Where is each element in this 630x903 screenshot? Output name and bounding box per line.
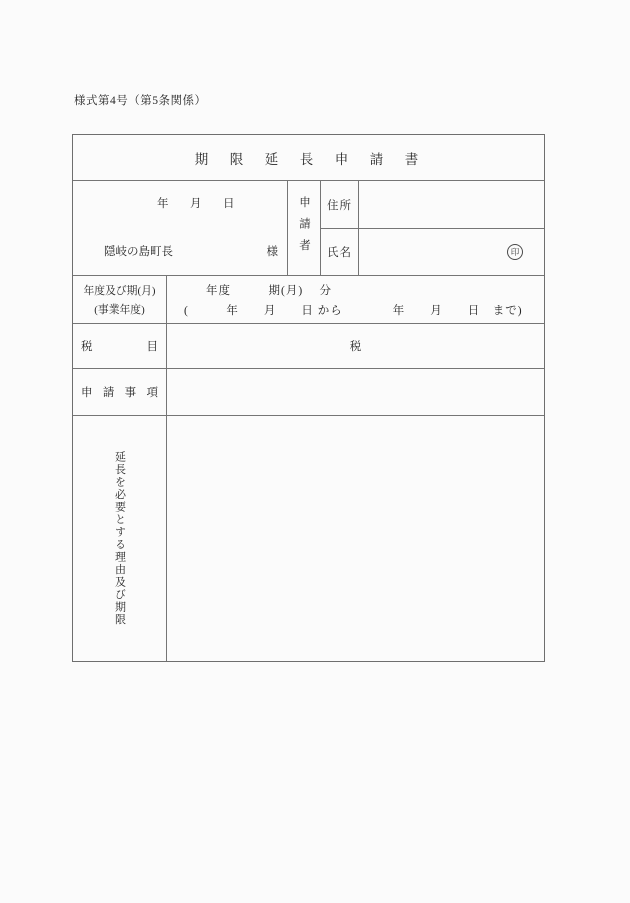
date-addressee-cell xyxy=(73,181,288,276)
reason-area xyxy=(167,416,544,661)
date-placeholder: 年 月 日 xyxy=(157,198,240,210)
form-number-label: 様式第4号（第5条関係） xyxy=(74,95,207,107)
name-label: 氏名 xyxy=(321,229,359,276)
period-value-line2: ( 年 月 日 から 年 月 日 まで) xyxy=(184,304,523,317)
application-form-table xyxy=(72,134,545,662)
application-items-header-cell xyxy=(73,369,167,416)
addressee-honorific: 様 xyxy=(266,246,278,258)
form-title: 期 限 延 長 申 請 書 xyxy=(73,135,544,181)
period-value-cell xyxy=(167,276,544,324)
addressee-name: 隠岐の島町長 xyxy=(104,246,173,258)
tax-header-cell xyxy=(73,324,167,369)
name-input-area xyxy=(359,229,544,276)
tax-value-cell: 税 xyxy=(167,324,544,369)
tax-header-label: 税目 xyxy=(81,341,158,353)
period-value-line1: 年度 期(月) 分 xyxy=(206,284,333,297)
applicant-label-cell xyxy=(288,181,321,276)
period-header-line1: 年度及び期(月) xyxy=(83,284,156,297)
addressee-line xyxy=(73,243,287,259)
application-items-label: 申請事項 xyxy=(81,387,158,399)
address-input-area xyxy=(359,181,544,229)
period-header-line2: (事業年度) xyxy=(94,303,145,316)
reason-vertical-label: 延長を必要とする理由及び期限 xyxy=(113,451,126,626)
period-header-cell xyxy=(73,276,167,324)
address-label: 住所 xyxy=(321,181,359,229)
seal-mark-icon: 印 xyxy=(507,244,523,260)
applicant-vertical-label: 申請者 xyxy=(298,195,310,261)
application-items-area xyxy=(167,369,544,416)
reason-header-cell xyxy=(73,416,167,661)
